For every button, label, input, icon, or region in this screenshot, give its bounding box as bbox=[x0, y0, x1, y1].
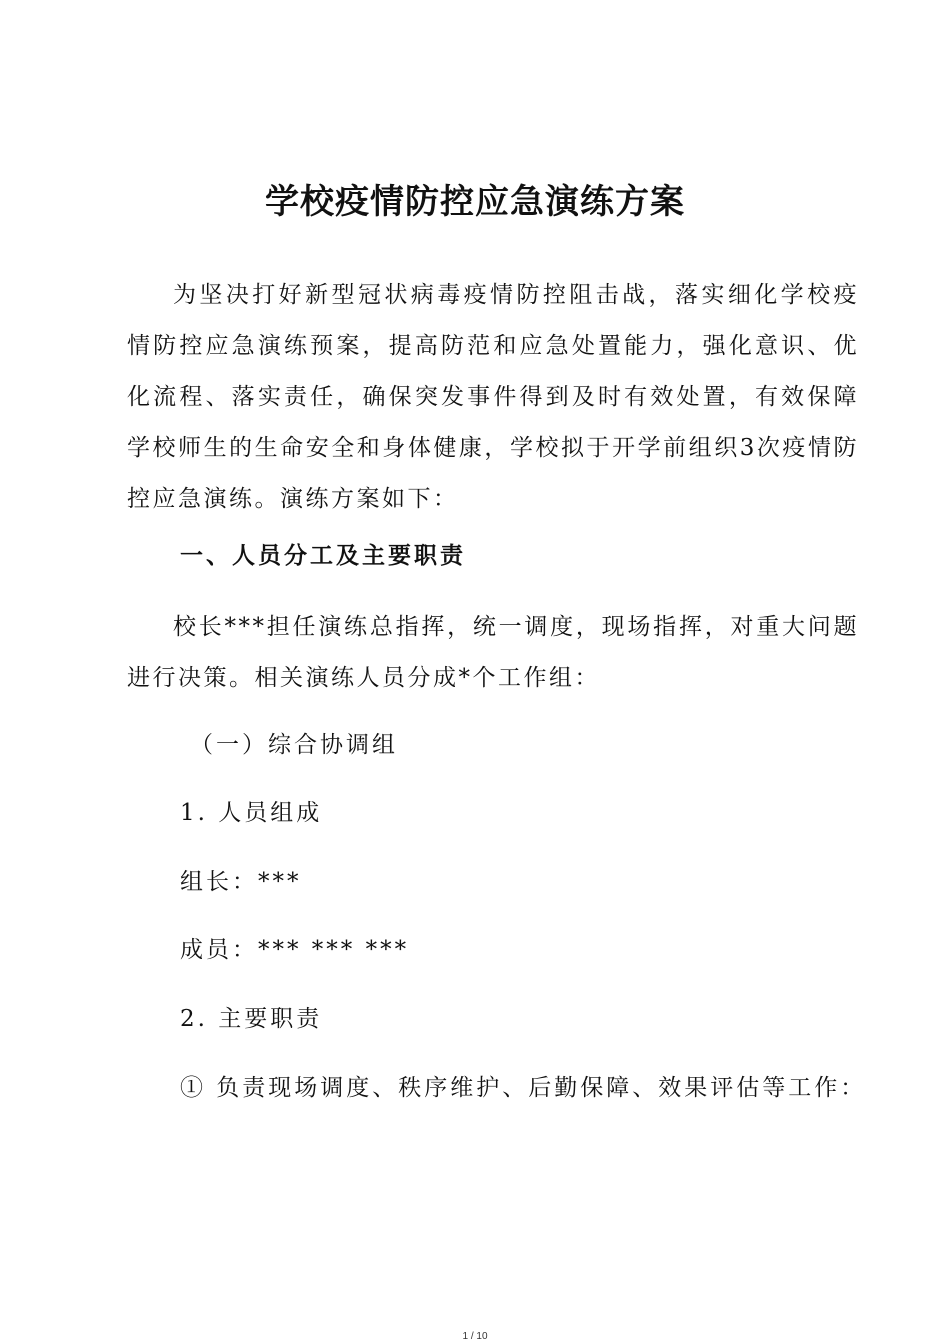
leader-line: 组长：*** bbox=[180, 869, 302, 895]
item-heading-duties: 2. 主要职责 bbox=[180, 1006, 323, 1032]
group-heading-coordination: （一）综合协调组 bbox=[190, 732, 398, 758]
section-heading-staff-duties: 一、人员分工及主要职责 bbox=[180, 543, 466, 569]
duty-item-1: ① 负责现场调度、秩序维护、后勤保障、效果评估等工作： bbox=[180, 1075, 867, 1101]
members-line: 成员：*** *** *** bbox=[180, 937, 410, 963]
page-number: 1 / 10 bbox=[462, 1331, 488, 1342]
intro-paragraph: 为坚决打好新型冠状病毒疫情防控阻击战，落实细化学校疫情防控应急演练预案，提高防范和应急处置能力，强化意识、优化流程、落实责任，确保突发事件得到及时有效处置，有效保障学校师生的生命安全和身体健康，学校拟于开学前组织3次疫情防控应急演练。演练方案如下： bbox=[127, 282, 859, 512]
section1-paragraph: 校长***担任演练总指挥，统一调度，现场指挥，对重大问题进行决策。相关演练人员分成*个工作组： bbox=[127, 614, 859, 691]
item-heading-composition: 1. 人员组成 bbox=[180, 800, 323, 826]
document-title: 学校疫情防控应急演练方案 bbox=[265, 182, 685, 222]
